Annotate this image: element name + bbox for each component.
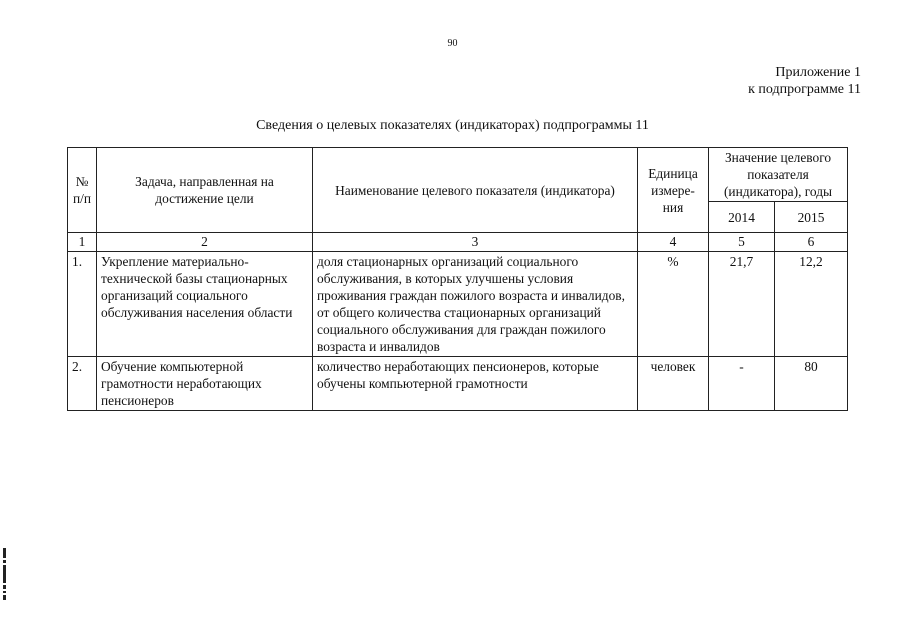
header-unit: Единица измере-ния: [638, 148, 709, 233]
row-indicator: количество неработающих пенсионеров, которые обучены компьютерной грамотности: [313, 357, 638, 411]
annex-header: [748, 64, 861, 98]
row-unit: человек: [638, 357, 709, 411]
column-number: 4: [638, 233, 709, 252]
header-num: № п/п: [68, 148, 97, 233]
document-title: Сведения о целевых показателях (индикаторах) подпрограммы 11: [256, 118, 649, 133]
header-year-2014: 2014: [709, 202, 775, 233]
row-task: Укрепление материально-технической базы стационарных организаций социального обслуживания населения области: [97, 252, 313, 357]
row-value-2014: -: [709, 357, 775, 411]
header-row: [68, 148, 848, 202]
row-value-2015: 80: [775, 357, 848, 411]
column-numbers-row: [68, 233, 848, 252]
row-value-2014: 21,7: [709, 252, 775, 357]
row-num: 1.: [68, 252, 97, 357]
table-row: [68, 252, 848, 357]
header-value: Значение целевого показателя (индикатора), годы: [709, 148, 848, 202]
column-number: 1: [68, 233, 97, 252]
table-row: [68, 357, 848, 411]
indicators-table: [67, 147, 848, 411]
row-value-2015: 12,2: [775, 252, 848, 357]
row-num: 2.: [68, 357, 97, 411]
annex-line-1: Приложение 1: [775, 65, 861, 80]
column-number: 2: [97, 233, 313, 252]
row-indicator: доля стационарных организаций социального обслуживания, в которых улучшены условия проживания граждан пожилого возраста и инвалидов, от общего количества стационарных организаций социального обслуживания для граждан пожилого возраста и инвалидов: [313, 252, 638, 357]
column-number: 3: [313, 233, 638, 252]
header-indicator: Наименование целевого показателя (индикатора): [313, 148, 638, 233]
row-unit: %: [638, 252, 709, 357]
page-number: 90: [447, 38, 458, 49]
header-task: Задача, направленная на достижение цели: [97, 148, 313, 233]
row-task: Обучение компьютерной грамотности неработающих пенсионеров: [97, 357, 313, 411]
scan-edge-marks: [3, 548, 6, 608]
header-year-2015: 2015: [775, 202, 848, 233]
column-number: 5: [709, 233, 775, 252]
column-number: 6: [775, 233, 848, 252]
annex-line-2: к подпрограмме 11: [748, 82, 861, 97]
